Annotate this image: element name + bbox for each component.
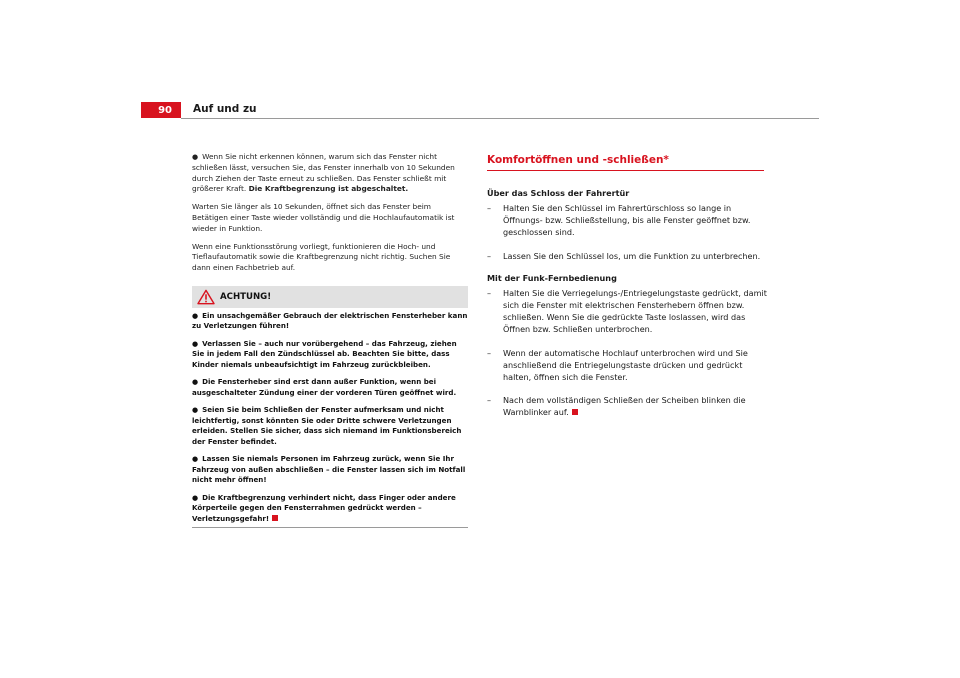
dash-marker: –	[487, 250, 492, 261]
step-item: – Nach dem vollständigen Schließen der Scheiben blinken die Warnblinker auf.	[487, 395, 746, 418]
dash-marker: –	[487, 395, 492, 406]
bullet-icon: ●	[192, 311, 199, 320]
right-column	[487, 152, 767, 430]
warning-header	[192, 286, 468, 308]
page-number: 90	[141, 102, 181, 118]
subheading-remote: Mit der Funk-Fernbedienung	[487, 272, 617, 283]
paragraph-malfunction: Wenn eine Funktionsstörung vorliegt, funktionieren die Hoch- und Tieflaufautomatik sowie die Kraftbegrenzung nicht richtig. Suchen Sie dann einen Fachbetrieb auf.	[192, 241, 451, 273]
warning-item: ● Seien Sie beim Schließen der Fenster aufmerksam und nicht leichtfertig, sonst könnten Sie oder Dritte schwere Verletzungen erleiden. Stellen Sie sicher, dass sich niemand im Funktionsbereich der Fenster befindet.	[192, 405, 462, 446]
bullet-icon: ●	[192, 493, 199, 502]
section-heading: Komfortöffnen und -schließen*	[487, 154, 764, 171]
step-item: – Lassen Sie den Schlüssel los, um die Funktion zu unterbrechen.	[487, 250, 761, 261]
end-marker-icon	[572, 409, 578, 415]
step-item: – Halten Sie den Schlüssel im Fahrertürschloss so lange in Öffnungs- bzw. Schließstellung, bis alle Fenster geöffnet bzw. geschlossen sind.	[487, 203, 751, 238]
left-column	[192, 152, 468, 528]
bullet-icon: ●	[192, 378, 199, 387]
warning-box	[192, 286, 468, 529]
subheading-door-lock: Über das Schloss der Fahrertür	[487, 188, 630, 198]
dash-marker: –	[487, 203, 492, 213]
warning-title: ACHTUNG!	[220, 291, 272, 302]
warning-triangle-icon	[197, 289, 215, 305]
dash-marker: –	[487, 347, 492, 358]
bullet-icon: ●	[192, 153, 199, 161]
paragraph-wait: Warten Sie länger als 10 Sekunden, öffnet sich das Fenster beim Betätigen einer Taste wieder vollständig und die Hochlaufautomatik ist wieder in Funktion.	[192, 202, 455, 233]
header-rule	[181, 118, 819, 119]
warning-item: ● Lassen Sie niemals Personen im Fahrzeug zurück, wenn Sie Ihr Fahrzeug von außen abschließen – die Fenster lassen sich im Notfall nicht mehr öffnen!	[192, 454, 466, 485]
bullet-icon: ●	[192, 455, 199, 464]
step-item: – Halten Sie die Verriegelungs-/Entriegelungstaste gedrückt, damit sich die Fenster mit elektrischen Fensterhebern öffnen bzw. schließen. Wenn Sie die gedrückte Taste loslassen, wird das Öffnen bzw. Schließen unterbrochen.	[487, 287, 767, 335]
step-item: – Wenn der automatische Hochlauf unterbrochen wird und Sie anschließend die Entriegelungstaste drücken und gedrückt halten, öffnen sich die Fenster.	[487, 347, 748, 383]
dash-marker: –	[487, 287, 492, 298]
paragraph-retry: ● Wenn Sie nicht erkennen können, warum sich das Fenster nicht schließen lässt, versuchen Sie, das Fenster innerhalb von 10 Sekunden durch Ziehen der Taste erneut zu schließen. Das Fenster schließt mit größerer Kraft. Die Kraftbegrenzung ist abgeschaltet.	[192, 152, 455, 194]
bullet-icon: ●	[192, 406, 199, 415]
warning-item: ● Die Fensterheber sind erst dann außer Funktion, wenn bei ausgeschalteter Zündung einer der vorderen Türen geöffnet wird.	[192, 377, 457, 397]
warning-item: ● Ein unsachgemäßer Gebrauch der elektrischen Fensterheber kann zu Verletzungen führen!	[192, 310, 468, 331]
warning-item: ● Verlassen Sie – auch nur vorübergehend – das Fahrzeug, ziehen Sie in jedem Fall den Zündschlüssel ab. Beachten Sie bitte, dass Kinder niemals unbeaufsichtigt im Fahrzeug zurückbleiben.	[192, 338, 457, 369]
warning-item: ● Die Kraftbegrenzung verhindert nicht, dass Finger oder andere Körperteile gegen den Fensterrahmen gedrückt werden – Verletzungsgefahr!	[192, 492, 456, 523]
running-title: Auf und zu	[193, 103, 257, 115]
end-marker-icon	[272, 515, 278, 521]
bullet-icon: ●	[192, 339, 199, 348]
